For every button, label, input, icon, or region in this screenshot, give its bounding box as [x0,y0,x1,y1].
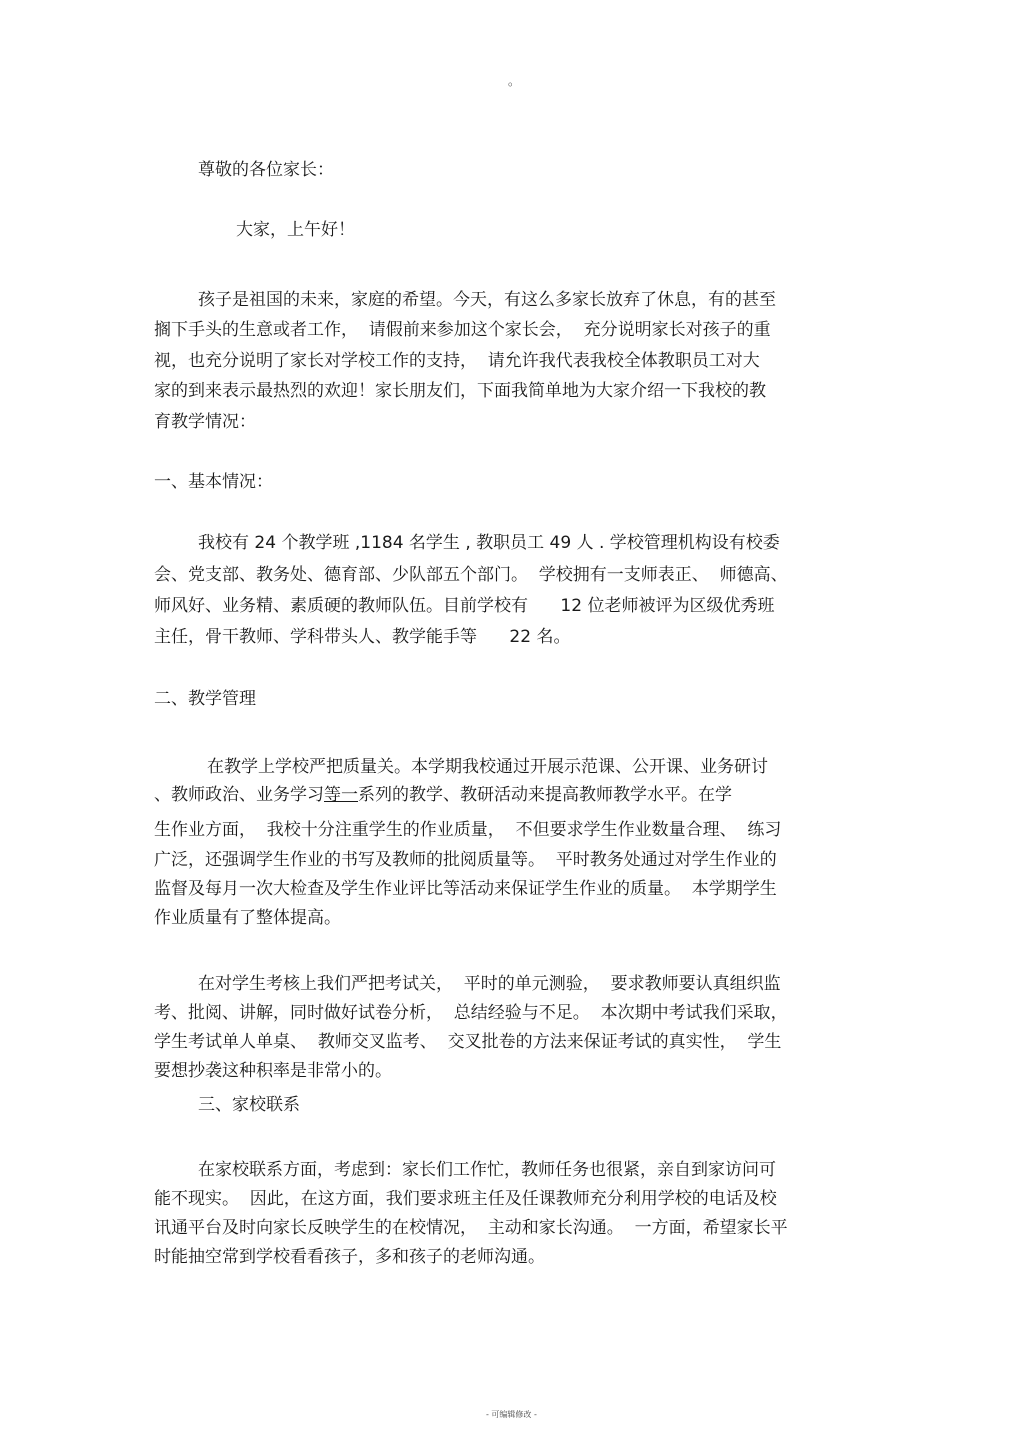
salutation: 尊敬的各位家长： [198,160,334,180]
intro-line: 育教学情况： [154,412,256,432]
homework-line: 作业质量有了整体提高。 [154,908,341,928]
exam-line: 在对学生考核上我们严把考试关， 平时的单元测验， 要求教师要认真组织监 [198,974,781,994]
exam-line: 学生考试单人单桌、 教师交叉监考、 交叉批卷的方法来保证考试的真实性， 学生 [154,1032,782,1052]
section-heading-teaching: 二、教学管理 [154,689,256,709]
homework-line: 生作业方面， 我校十分注重学生的作业质量， 不但要求学生作业数量合理、 练习 [154,820,782,840]
home-school-line: 能不现实。 因此，在这方面，我们要求班主任及任课教师充分利用学校的电话及校 [154,1189,777,1209]
basic-info-line: 会、党支部、教务处、德育部、少队部五个部门。 学校拥有一支师表正、 师德高、 [154,565,788,585]
homework-line: 广泛，还强调学生作业的书写及教师的批阅质量等。 平时教务处通过对学生作业的 [154,850,777,870]
basic-info-line: 师风好、业务精、素质硬的教师队伍。目前学校有 12 位老师被评为区级优秀班 [154,596,775,616]
basic-info-line: 我校有 24 个教学班 ,1184 名学生 , 教职员工 49 人 . 学校管理机构设有校委 [198,533,780,553]
header-mark: 。 [508,74,521,88]
teaching-line-part: 系列的教学、教研活动来提高教师教学水平。在学 [358,785,732,805]
teaching-line [154,785,732,805]
teaching-line: 在教学上学校严把质量关。本学期我校通过开展示范课、公开课、业务研讨 [207,757,768,777]
intro-line: 搁下手头的生意或者工作， 请假前来参加这个家长会， 充分说明家长对孩子的重 [154,320,771,340]
intro-line: 孩子是祖国的未来，家庭的希望。今天，有这么多家长放弃了休息，有的甚至 [198,290,776,310]
footer-text: - 可编辑修改 - [486,1410,537,1419]
greeting: 大家，上午好！ [236,220,355,240]
basic-info-line: 主任，骨干教师、学科带头人、教学能手等 22 名。 [154,627,571,647]
home-school-line: 讯通平台及时向家长反映学生的在校情况， 主动和家长沟通。 一方面，希望家长平 [154,1218,788,1238]
intro-line: 视，也充分说明了家长对学校工作的支持， 请允许我代表我校全体教职员工对大 [154,351,760,371]
homework-line: 监督及每月一次大检查及学生作业评比等活动来保证学生作业的质量。 本学期学生 [154,879,777,899]
home-school-line: 在家校联系方面，考虑到：家长们工作忙，教师任务也很紧，亲自到家访问可 [198,1160,776,1180]
teaching-line-part: 、教师政治、业务学习 [154,785,324,805]
exam-line: 要想抄袭这种积率是非常小的。 [154,1061,392,1081]
intro-line: 家的到来表示最热烈的欢迎！家长朋友们，下面我简单地为大家介绍一下我校的教 [154,381,766,401]
underlined-text: 等一 [324,785,358,805]
section-heading-basic-info: 一、基本情况： [154,472,273,492]
exam-line: 考、批阅、讲解，同时做好试卷分析， 总结经验与不足。 本次期中考试我们采取， [154,1003,788,1023]
home-school-line: 时能抽空常到学校看看孩子，多和孩子的老师沟通。 [154,1247,545,1267]
section-heading-home-school: 三、家校联系 [198,1095,300,1115]
